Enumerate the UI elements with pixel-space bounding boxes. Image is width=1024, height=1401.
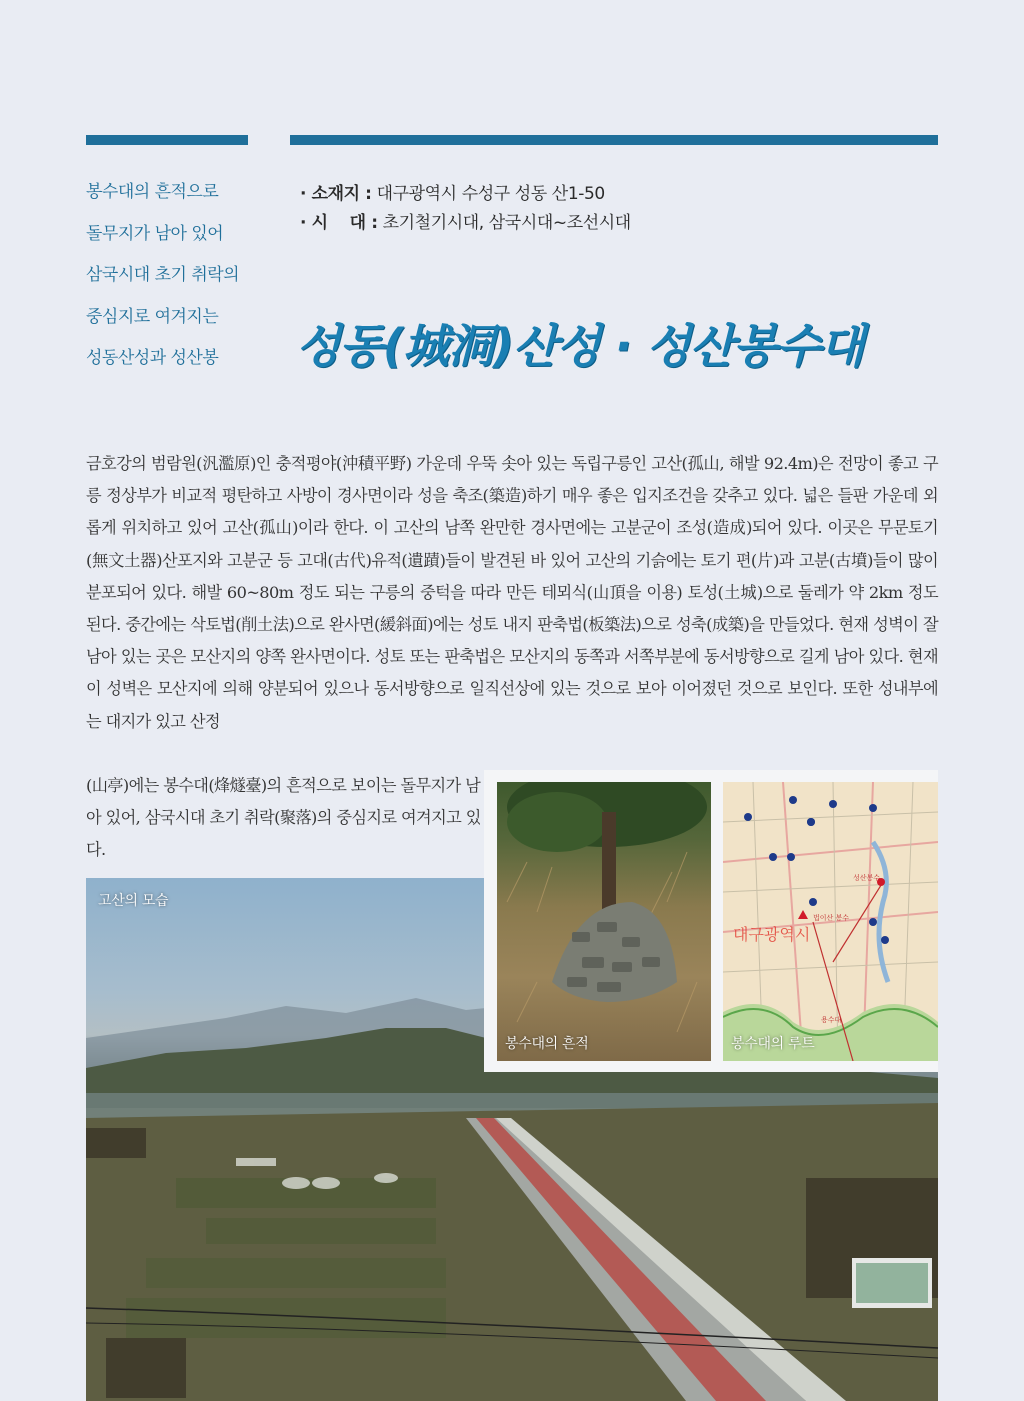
beacon-photo-illustration bbox=[497, 782, 711, 1061]
header-bar-left bbox=[86, 135, 248, 145]
location-row bbox=[300, 180, 631, 209]
map-mark-label: 성산봉수 bbox=[853, 874, 881, 882]
body-paragraph-tail: (山亭)에는 봉수대(烽燧臺)의 흔적으로 보이는 돌무지가 남아 있어, 삼국시대 초기 취락(聚落)의 중심지로 여겨지고 있다. bbox=[86, 776, 481, 860]
beacon-photo-caption: 봉수대의 흔적 bbox=[505, 1036, 589, 1052]
route-map-caption: 봉수대의 루트 bbox=[731, 1036, 815, 1052]
tagline-line: 봉수대의 흔적으로 bbox=[86, 182, 219, 202]
page-title: 성동(城洞)산성 · 성산봉수대 bbox=[296, 319, 864, 373]
era-label: · 시 대 : bbox=[300, 213, 378, 233]
route-map bbox=[723, 782, 938, 1061]
map-mark-label: 용수대 bbox=[821, 1016, 842, 1024]
hill-photo-caption: 고산의 모습 bbox=[98, 893, 169, 909]
era-value: 초기철기시대, 삼국시대~조선시대 bbox=[382, 213, 631, 233]
body-paragraph: 금호강의 범람원(汎濫原)인 충적평야(沖積平野) 가운데 우뚝 솟아 있는 독립구릉인 고산(孤山, 해발 92.4m)은 전망이 좋고 구릉 정상부가 비교적 평탄하고 사방이 경사면이라 성을 축조(築造)하기 매우 좋은 입지조건을 갖추고 있다. 넓은 들판 가운데 외롭게 위치하고 있어 고산(孤山)이라 한다. 이 고산의 남쪽 완만한 경사면에는 고분군이 조성(造成)되어 있다. 이곳은 무문토기(無文土器)산포지와 고분군 등 고대(古代)유적(遺蹟)들이 발견된 바 있어 고산의 기슭에는 토기 편(片)과 고분(古墳)들이 많이 분포되어 있다. 해발 60~80m 정도 되는 구릉의 중턱을 따라 만든 테뫼식(山頂을 이용) 토성(土城)으로 둘레가 약 2km 정도 된다. 중간에는 삭토법(削土法)으로 완사면(緩斜面)에는 성토 내지 판축법(板築法)으로 성축(成築)을 만들었다. 현재 성벽이 잘 남아 있는 곳은 모산지의 양쪽 완사면이다. 성토 또는 판축법은 모산지의 동쪽과 서쪽부분에 동서방향으로 길게 남아 있다. 현재 이 성벽은 모산지에 의해 양분되어 있으나 동서방향으로 일직선상에 있는 것으로 보아 이어졌던 것으로 보인다. 또한 성내부에는 대지가 있고 산정 bbox=[86, 454, 938, 731]
route-map-illustration bbox=[723, 782, 938, 1061]
tagline-line: 중심지로 여겨지는 bbox=[86, 306, 219, 327]
site-info bbox=[300, 180, 631, 238]
map-mark-label: 법이산 봉수 bbox=[813, 914, 850, 922]
location-label: · 소재지 : bbox=[300, 184, 372, 204]
beacon-photo bbox=[497, 782, 711, 1061]
era-row bbox=[300, 209, 631, 238]
header-bar-right bbox=[290, 135, 938, 145]
tagline-line: 삼국시대 초기 취락의 bbox=[86, 265, 240, 285]
map-city-label: 대구광역시 bbox=[733, 925, 811, 944]
tagline-line: 돌무지가 남아 있어 bbox=[86, 223, 224, 244]
tagline-line: 성동산성과 성산봉 bbox=[86, 348, 219, 368]
tagline bbox=[86, 178, 286, 386]
location-value: 대구광역시 수성구 성동 산1-50 bbox=[376, 184, 605, 204]
